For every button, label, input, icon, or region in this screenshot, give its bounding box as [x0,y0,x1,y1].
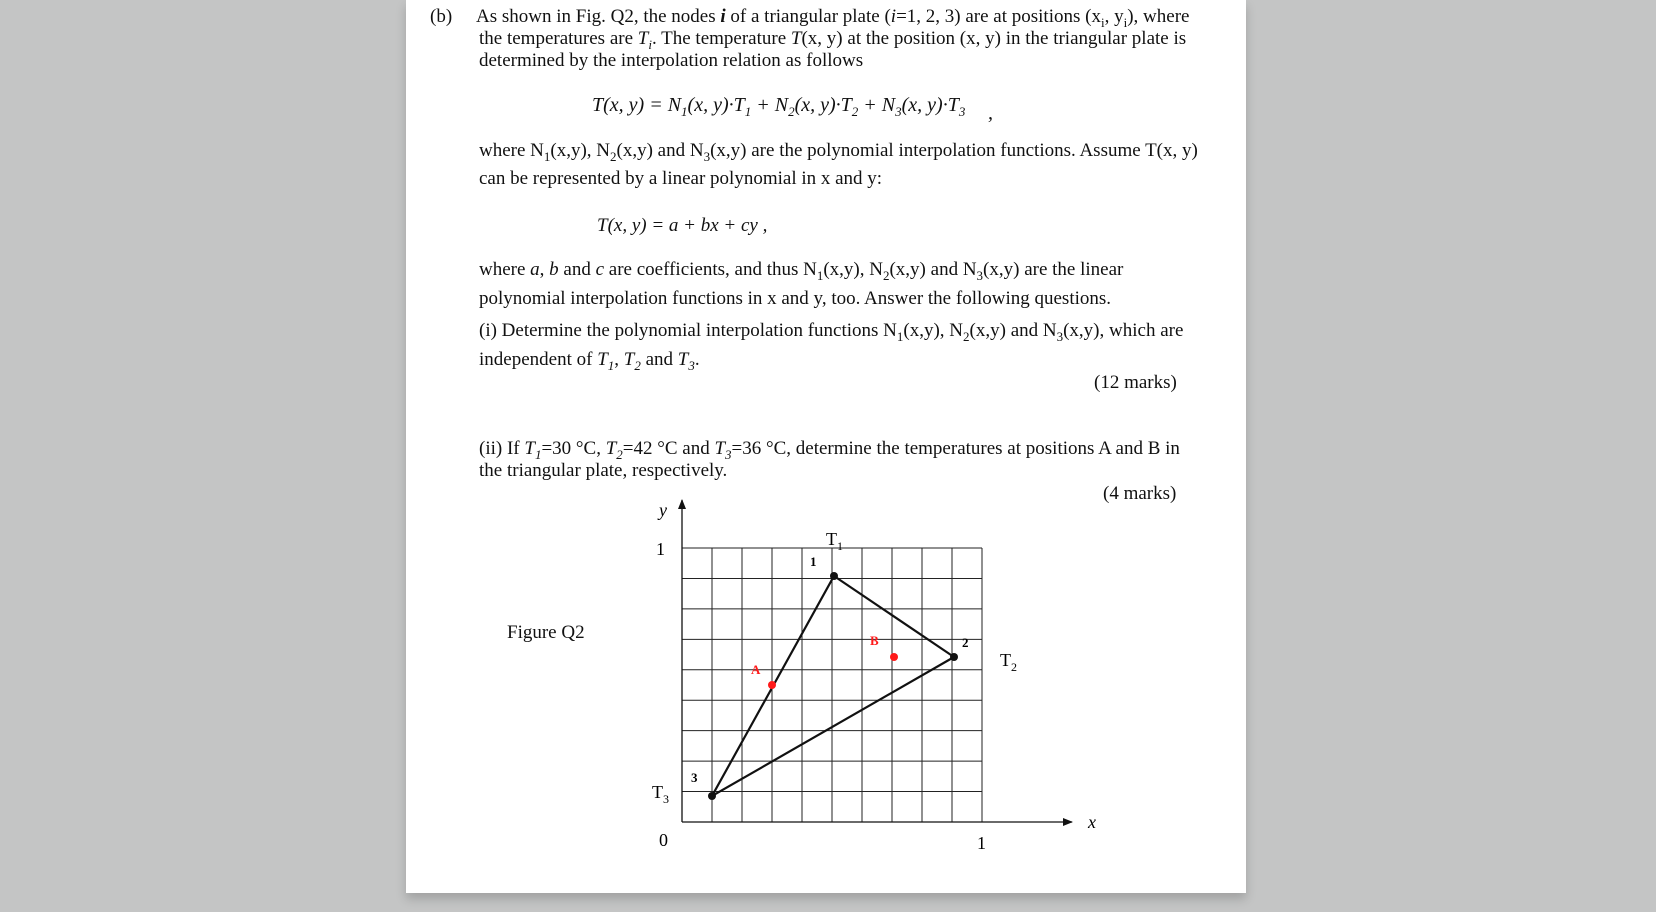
x-tick-right: 1 [977,833,986,853]
node-1-label: 1 [810,554,817,569]
point-a-dot [768,681,776,689]
intro-line-1: As shown in Fig. Q2, the nodes i of a triangular plate (i=1, 2, 3) are at positions ($x_i$, $y_i$), where [476,6,1190,30]
node-2-dot [950,653,958,661]
y-tick-origin: 0 [659,830,668,850]
label-T3: $T_3$ [652,782,669,806]
point-a-label: A [751,662,761,677]
document-page [406,0,1246,893]
intro-line-3: determined by the interpolation relation as follows [479,50,864,71]
question-ii-line-2: the triangular plate, respectively. [479,460,728,481]
intro-line-2: the temperatures are $T_i$. The temperature T(x, y) at the position (x, y) in the triangular plate is [479,28,1187,52]
node-3-dot [708,792,716,800]
para2-line-2: can be represented by a linear polynomial in x and y: [479,168,883,189]
para3-line-2: polynomial interpolation functions in x and y, too. Answer the following questions. [479,288,1112,309]
label-T1: $T_1$ [826,529,843,553]
para3-line-1: where a, b and c are coefficients, and thus $N_1(x,y)$, $N_2(x,y)$ and $N_3(x,y)$ are the linear [479,259,1124,283]
point-b-dot [890,653,898,661]
figure-q2 [406,0,1246,893]
point-b-label: B [870,633,879,648]
y-axis-label: y [659,500,667,520]
node-3-label: 3 [691,770,698,785]
x-axis-label: x [1088,812,1096,832]
question-i-line-1: (i) Determine the polynomial interpolation functions $N_1(x,y)$, $N_2(x,y)$ and $N_3(x,y)$, which are [479,320,1184,344]
question-i-marks: (12 marks) [1094,372,1177,393]
linear-polynomial-equation: T(x, y) = a + bx + cy , [597,215,768,236]
node-1-dot [830,572,838,580]
question-ii-line-1: (ii) If $T_1=30$ °C, $T_2=42$ °C and $T_3=36$ °C, determine the temperatures at positions A and B in [479,438,1180,462]
question-i-line-2: independent of $T_1$, $T_2$ and $T_3$. [479,349,700,373]
y-tick-top: 1 [656,539,665,559]
equation-comma: , [988,102,993,124]
figure-caption: Figure Q2 [507,622,585,643]
part-label: (b) [430,6,453,27]
para2-line-1: where $N_1(x,y)$, $N_2(x,y)$ and $N_3(x,y)$ are the polynomial interpolation functions. Assume T(x, y) [479,140,1198,164]
label-T2: $T_2$ [1000,650,1017,674]
interpolation-equation: T(x, $y) = N_1(x$, $y)\cdot T_1 + N_2(x$, $y)\cdot T_2 + N_3(x$, $y)\cdot T_3$ [592,94,966,119]
question-ii-marks: (4 marks) [1103,483,1177,504]
node-2-label: 2 [962,635,969,650]
grid [682,548,982,822]
